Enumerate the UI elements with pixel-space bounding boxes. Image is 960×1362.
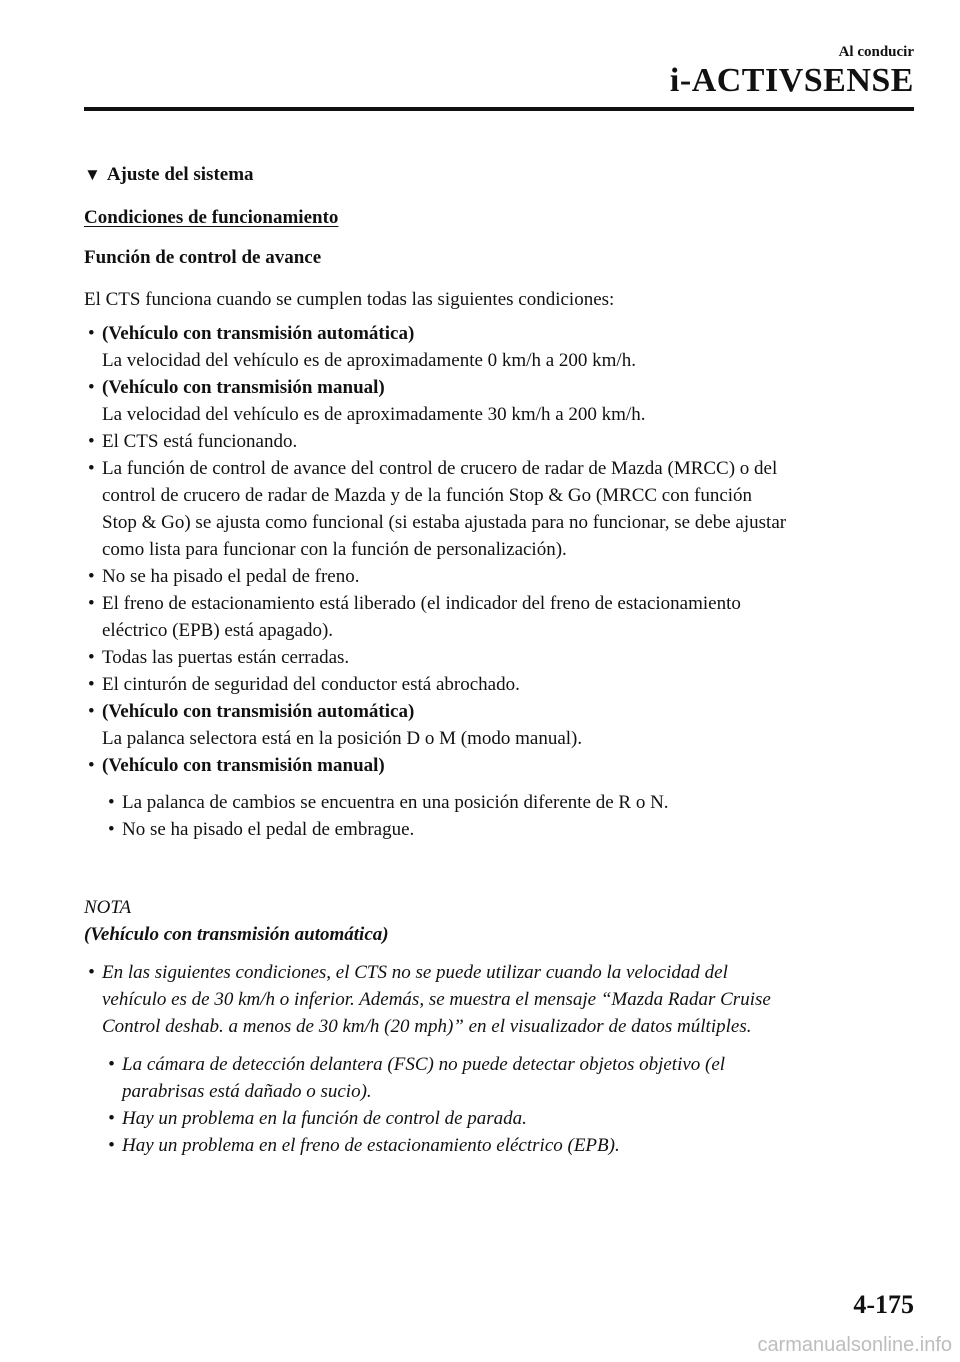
note-title: (Vehículo con transmisión automática): [84, 924, 389, 945]
bullet-icon: •: [88, 593, 95, 614]
condition-line: El CTS está funcionando.: [102, 431, 298, 452]
list-item: [84, 455, 924, 563]
page-number: 4-175: [853, 1290, 914, 1319]
list-item: [84, 698, 924, 752]
sub-list-item: [104, 816, 924, 843]
bullet-icon: •: [108, 792, 115, 813]
condition-line: El cinturón de seguridad del conductor está abrochado.: [102, 674, 520, 695]
intro-text: El CTS funciona cuando se cumplen todas las siguientes condiciones:: [84, 289, 615, 310]
subheading: Condiciones de funcionamiento: [84, 207, 339, 228]
list-item: [84, 320, 924, 374]
condition-line: control de crucero de radar de Mazda y de la función Stop & Go (MRCC con función: [102, 485, 753, 506]
bullet-icon: •: [88, 431, 95, 452]
condition-line: Stop & Go) se ajusta como funcional (si estaba ajustada para no funcionar, se debe ajustar: [102, 512, 787, 533]
condition-line: La velocidad del vehículo es de aproximadamente 30 km/h a 200 km/h.: [102, 404, 646, 425]
condition-title: (Vehículo con transmisión automática): [102, 323, 415, 344]
bullet-icon: •: [88, 962, 95, 983]
sub-item-line: La palanca de cambios se encuentra en una posición diferente de R o N.: [122, 792, 669, 813]
list-item: [84, 374, 924, 428]
condition-line: Todas las puertas están cerradas.: [102, 647, 350, 668]
bullet-icon: •: [88, 701, 95, 722]
note-sub-item: [104, 1132, 924, 1159]
condition-title: (Vehículo con transmisión manual): [102, 755, 385, 776]
note-line: En las siguientes condiciones, el CTS no se puede utilizar cuando la velocidad del: [102, 962, 728, 983]
note-list-item: [84, 959, 924, 1040]
bullet-icon: •: [88, 566, 95, 587]
condition-line: La palanca selectora está en la posición D o M (modo manual).: [102, 728, 583, 749]
condition-title: (Vehículo con transmisión automática): [102, 701, 415, 722]
condition-title: (Vehículo con transmisión manual): [102, 377, 385, 398]
list-item: [84, 644, 924, 671]
bullet-icon: •: [88, 323, 95, 344]
sub-list-item: [104, 789, 924, 816]
bullet-icon: •: [88, 377, 95, 398]
note-sub-item: [104, 1105, 924, 1132]
bullet-icon: •: [88, 674, 95, 695]
list-item: [84, 671, 924, 698]
note-sub-line: Hay un problema en el freno de estacionamiento eléctrico (EPB).: [122, 1135, 620, 1156]
bullet-icon: •: [108, 1054, 115, 1075]
note-sub-line: Hay un problema en la función de control de parada.: [122, 1108, 527, 1129]
bullet-icon: •: [108, 1108, 115, 1129]
note-label: NOTA: [84, 897, 132, 918]
list-item: [84, 563, 924, 590]
watermark: carmanualsonline.info: [757, 1334, 952, 1356]
bullet-icon: •: [108, 1135, 115, 1156]
condition-line: El freno de estacionamiento está liberado (el indicador del freno de estacionamiento: [102, 593, 741, 614]
section-title: i-ACTIVSENSE: [669, 62, 914, 99]
note-sub-line: parabrisas está dañado o sucio).: [122, 1081, 372, 1102]
bullet-icon: •: [108, 819, 115, 840]
sub-item-line: No se ha pisado el pedal de embrague.: [122, 819, 415, 840]
condition-line: eléctrico (EPB) está apagado).: [102, 620, 334, 641]
header-divider: [84, 107, 914, 111]
feature-title: Función de control de avance: [84, 247, 322, 268]
section-heading-text: Ajuste del sistema: [106, 164, 254, 185]
condition-line: como lista para funcionar con la función de personalización).: [102, 539, 567, 560]
condition-line: La función de control de avance del control de crucero de radar de Mazda (MRCC) o del: [102, 458, 778, 479]
chapter-label: Al conducir: [838, 44, 914, 60]
note-sub-line: La cámara de detección delantera (FSC) no puede detectar objetos objetivo (el: [122, 1054, 726, 1075]
condition-line: No se ha pisado el pedal de freno.: [102, 566, 360, 587]
list-item: [84, 590, 924, 644]
note-line: Control deshab. a menos de 30 km/h (20 mph)” en el visualizador de datos múltiples.: [102, 1016, 752, 1037]
section-heading: [84, 161, 924, 188]
bullet-icon: •: [88, 647, 95, 668]
note-sub-item: [104, 1051, 924, 1105]
bullet-icon: •: [88, 458, 95, 479]
note-line: vehículo es de 30 km/h o inferior. Además, se muestra el mensaje “Mazda Radar Cruise: [102, 989, 771, 1010]
list-item: [84, 752, 924, 779]
bullet-icon: •: [88, 755, 95, 776]
list-item: [84, 428, 924, 455]
triangle-down-icon: ▼: [84, 165, 101, 184]
condition-line: La velocidad del vehículo es de aproximadamente 0 km/h a 200 km/h.: [102, 350, 636, 371]
